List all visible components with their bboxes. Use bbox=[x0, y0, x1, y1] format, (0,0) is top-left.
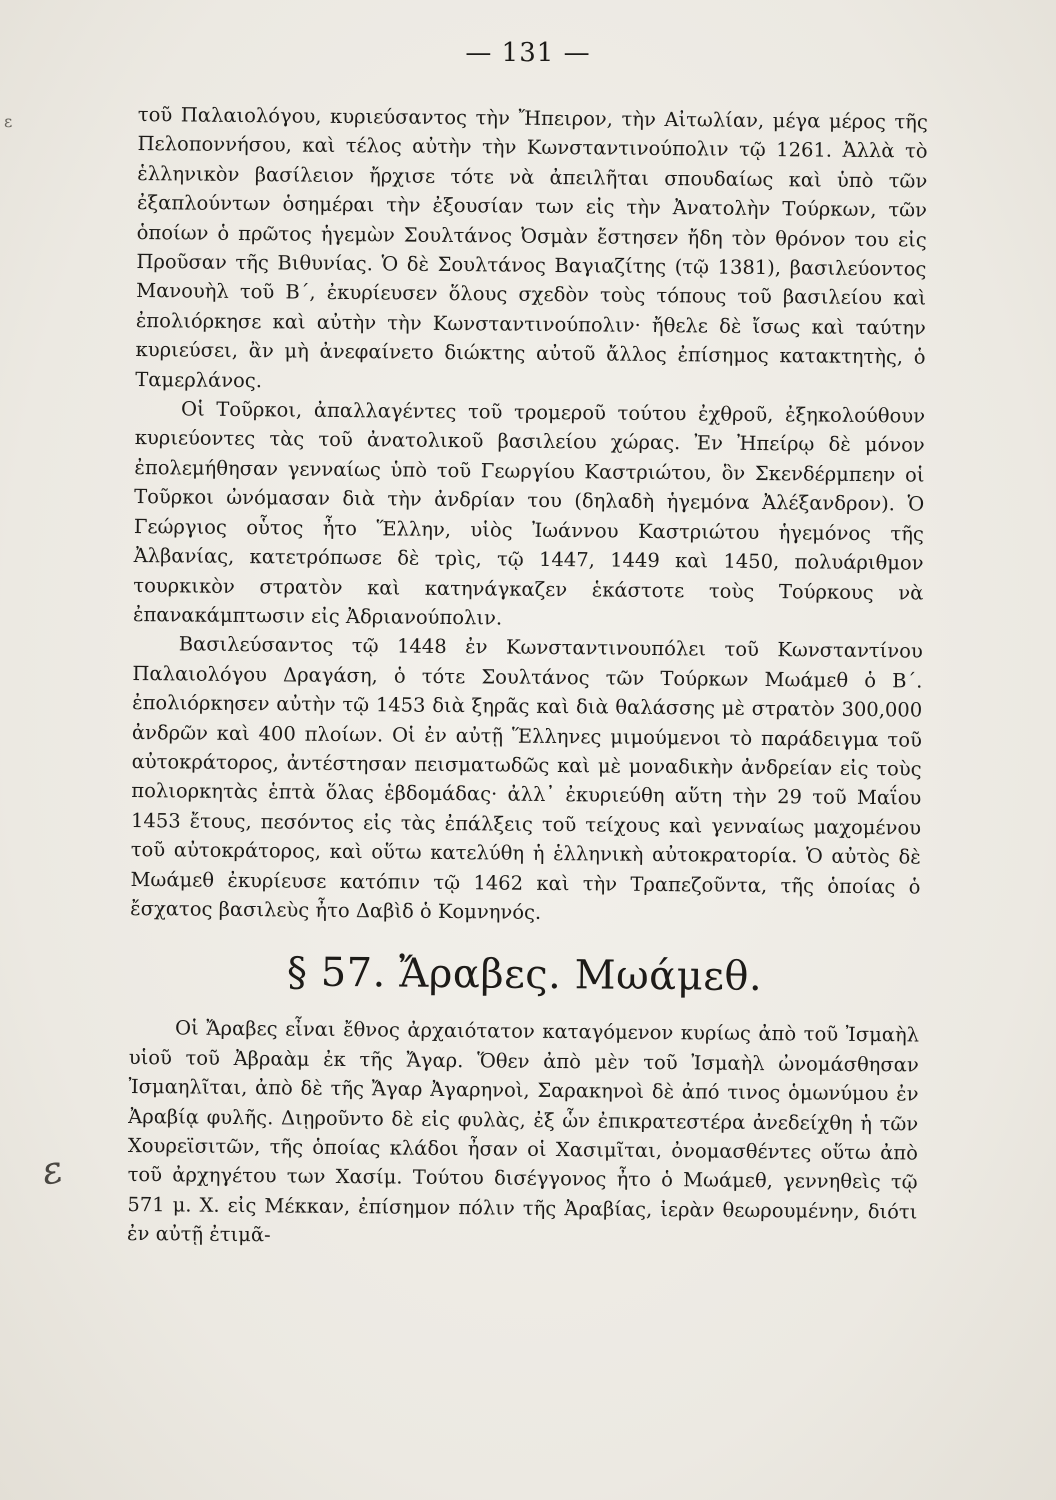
section-heading: § 57. Ἄραβες. Μωάμεθ. bbox=[286, 949, 763, 1001]
section-paragraph: Οἱ Ἄραβες εἶναι ἔθνος ἀρχαιότατον καταγόμενον κυρίως ἀπὸ τοῦ Ἰσμαὴλ υἱοῦ τοῦ Ἀβραὰμ ἐκ τῆς Ἄγαρ. Ὅθεν ἀπὸ μὲν τοῦ Ἰσμαὴλ ὠνομάσθησαν Ἰσμαηλῖται, ἀπὸ δὲ τῆς Ἄγαρ Ἀγαρηνοὶ, Σαρακηνοὶ δὲ ἀπό τινος ὁμωνύμου ἐν Ἀραβίᾳ φυλῆς. Διῃροῦντο δὲ εἰς φυλὰς, ἐξ ὧν ἐπικρατεστέρα ἀνεδείχθη ἡ τῶν Χουρεϊσιτῶν, τῆς ὁποίας κλάδοι ἦσαν οἱ Χασιμῖται, ὀνομασθέντες οὕτω ἀπὸ τοῦ ἀρχηγέτου των Χασίμ. Τούτου δισέγγονος ἦτο ὁ Μωάμεθ, γεννηθεὶς τῷ 571 μ. Χ. εἰς Μέκκαν, ἐπίσημον πόλιν τῆς Ἀραβίας, ἱερὰν θεωρουμένην, διότι ἐν αὐτῇ ἐτιμᾶ- bbox=[127, 1016, 920, 1247]
page-number: — 131 — bbox=[465, 38, 591, 68]
paragraph-2: Οἱ Τοῦρκοι, ἀπαλλαγέντες τοῦ τρομεροῦ τούτου ἐχθροῦ, ἐξηκολούθουν κυριεύοντες τὰς τοῦ ἀνατολικοῦ βασιλείου χώρας. Ἐν Ἠπείρῳ δὲ μόνον ἐπολεμήθησαν γενναίως ὑπὸ τοῦ Γεωργίου Καστριώτου, ὃν Σκενδέρμπεην οἱ Τοῦρκοι ὠνόμασαν διὰ τὴν ἀνδρίαν του (δηλαδὴ ἡγεμόνα Ἀλέξανδρον). Ὁ Γεώργιος οὗτος ἦτο Ἕλλην, υἱὸς Ἰωάννου Καστριώτου ἡγεμόνος τῆς Ἀλβανίας, κατετρόπωσε δὲ τρὶς, τῷ 1447, 1449 καὶ 1450, πολυάριθμον τουρκικὸν στρατὸν καὶ κατηνάγκαζεν ἑκάστοτε τοὺς Τούρκους νὰ ἐπανακάμπτωσιν εἰς Ἀδριανούπολιν. bbox=[132, 397, 926, 630]
body-text bbox=[127, 100, 928, 1256]
handwritten-margin-note: ε bbox=[37, 1146, 67, 1194]
paragraph-1: τοῦ Παλαιολόγου, κυριεύσαντος τὴν Ἤπειρον, τὴν Αἰτωλίαν, μέγα μέρος τῆς Πελοποννήσου, καὶ τέλος αὐτὴν τὴν Κωνσταντινούπολιν τῷ 1261. Ἀλλὰ τὸ ἑλληνικὸν βασίλειον ἤρχισε τότε νὰ ἀπειλῆται σπουδαίως καὶ ὑπὸ τῶν ἐξαπλούντων ὁσημέραι τὴν ἐξουσίαν των εἰς τὴν Ἀνατολὴν Τούρκων, τῶν ὁποίων ὁ πρῶτος ἡγεμὼν Σουλτάνος Ὀσμὰν ἔστησεν ἤδη τὸν θρόνον του εἰς Προῦσαν τῆς Βιθυνίας. Ὁ δὲ Σουλτάνος Βαγιαζίτης (τῷ 1381), βασιλεύοντος Μανουὴλ τοῦ Β΄, ἐκυρίευσεν ὅλους σχεδὸν τοὺς τόπους τοῦ βασιλείου καὶ ἐπολιόρκησε καὶ αὐτὴν τὴν Κωνσταντινούπολιν· ἤθελε δὲ ἴσως καὶ ταύτην κυριεύσει, ἂν μὴ ἀνεφαίνετο διώκτης αὐτοῦ ἄλλος ἐπίσημος κατακτητὴς, ὁ Ταμερλάνος. bbox=[135, 102, 928, 392]
edge-mark: ε bbox=[4, 112, 13, 131]
paragraph-3: Βασιλεύσαντος τῷ 1448 ἐν Κωνσταντινουπόλει τοῦ Κωνσταντίνου Παλαιολόγου Δραγάση, ὁ τότε Σουλτάνος τῶν Τούρκων Μωάμεθ ὁ Β΄. ἐπολιόρκησεν αὐτὴν τῷ 1453 διὰ ξηρᾶς καὶ διὰ θαλάσσης μὲ στρατὸν 300,000 ἀνδρῶν καὶ 400 πλοίων. Οἱ ἐν αὐτῇ Ἕλληνες μιμούμενοι τὸ παράδειγμα τοῦ αὐτοκράτορος, ἀντέστησαν πεισματωδῶς καὶ μὲ μοναδικὴν ἀνδρείαν εἰς τοὺς πολιορκητὰς ἑπτὰ ὅλας ἑβδομάδας· ἀλλ᾽ ἐκυριεύθη αὕτη τὴν 29 τοῦ Μαΐου 1453 ἔτους, πεσόντος εἰς τὰς ἐπάλξεις τοῦ τείχους καὶ γενναίως μαχομένου τοῦ αὐτοκράτορος, καὶ οὕτω κατελύθη ἡ ἑλληνικὴ αὐτοκρατορία. Ὁ αὐτὸς δὲ Μωάμεθ ἐκυρίευσε κατόπιν τῷ 1462 καὶ τὴν Τραπεζοῦντα, τῆς ὁποίας ὁ ἔσχατος βασιλεὺς ἦτο Δαβὶδ ὁ Κομνηνός. bbox=[130, 632, 923, 924]
